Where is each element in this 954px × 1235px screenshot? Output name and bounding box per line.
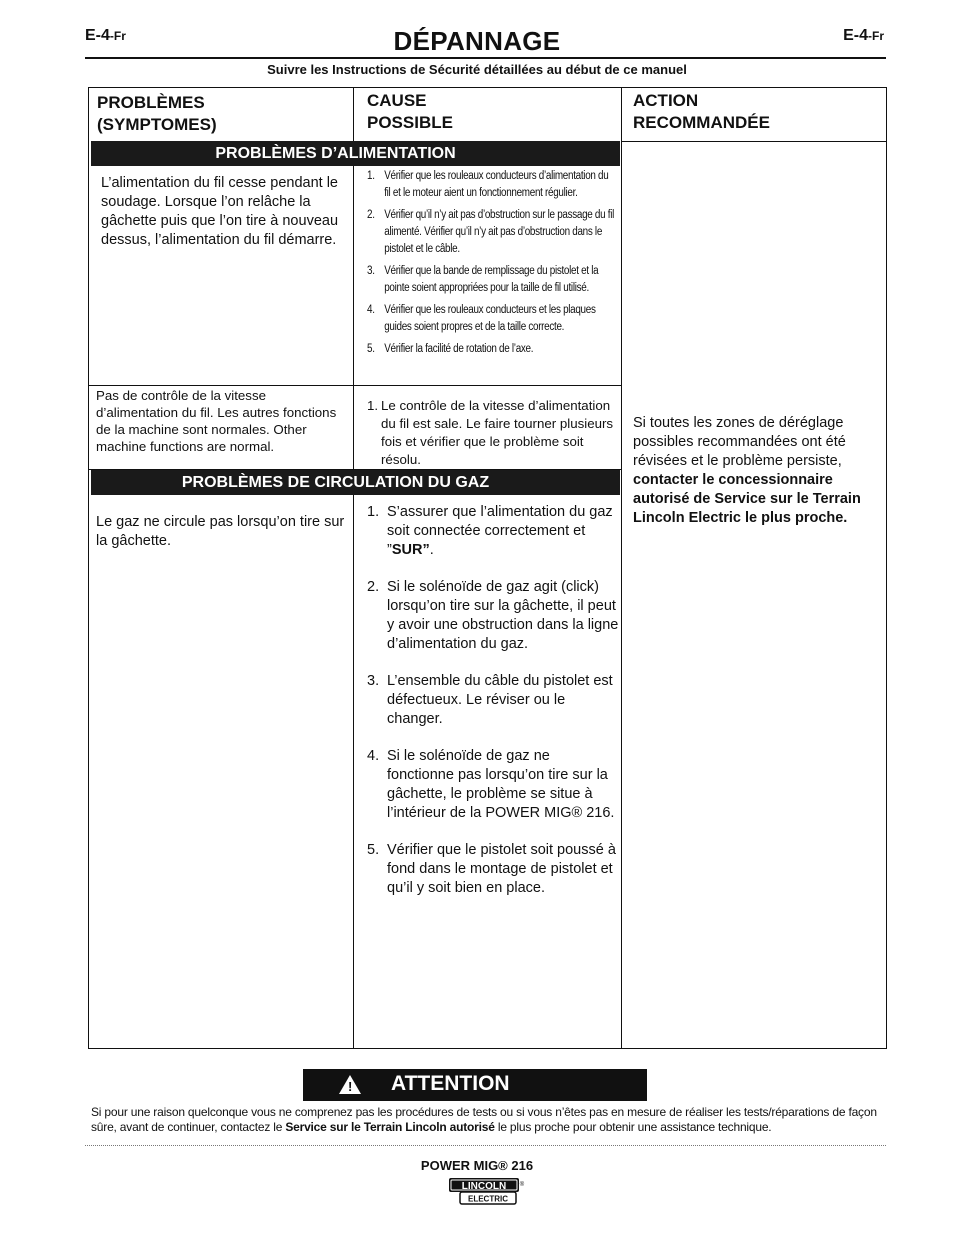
action-header-rule (622, 141, 886, 142)
symptom-no-gas: Le gaz ne circule pas lorsqu’on tire sur la gâchette. (96, 514, 345, 549)
list-item: 2. Si le solénoïde de gaz agit (click) lorsqu’on tire sur la gâchette, il peut y avoir une obstruction dans la ligne d’alimentation du gaz. (367, 579, 619, 652)
warning-icon: ! (339, 1075, 361, 1094)
logo-wordmark-bottom: ELECTRIC (468, 1194, 508, 1204)
list-item: 1. Vérifier que les rouleaux conducteurs d’alimentation du fil et le moteur aient un fonctionnement régulier. (367, 170, 609, 199)
logo-wordmark-top: LINCOLN (461, 1181, 507, 1192)
cause-list-speed-control (367, 397, 617, 469)
section-band-gas: PROBLÈMES DE CIRCULATION DU GAZ (91, 470, 620, 495)
footer-separator (85, 1145, 886, 1146)
attention-text: Si pour une raison quelconque vous ne comprenez pas les procédures de tests ou si vous n’êtes pas en mesure de réaliser les tests/réparations de façon sûre, avant de continuer, contactez le Service sur le Terrain Lincoln autorisé le plus proche pour obtenir une assistance technique. (91, 1105, 877, 1134)
page-title: DÉPANNAGE (393, 26, 561, 56)
safety-note: Suivre les Instructions de Sécurité détaillées au début de ce manuel (267, 62, 687, 77)
header-action: ACTION RECOMMANDÉE (633, 91, 770, 132)
list-item: 1. S’assurer que l’alimentation du gaz soit connectée correctement et ”SUR”. (367, 504, 613, 558)
header-cause: CAUSE POSSIBLE (367, 91, 453, 132)
recommended-action: Si toutes les zones de déréglage possibles recommandées ont été révisées et le problème persiste, contacter le concessionnaire autorisé de Service sur le Terrain Lincoln Electric le plus proche. (633, 415, 861, 526)
attention-label: ATTENTION (391, 1072, 510, 1095)
attention-banner (303, 1069, 647, 1101)
list-item: 2. Vérifier qu’il n’y ait pas d’obstruction sur le passage du fil alimenté. Vérifier qu’il n’y ait pas d’obstruction dans le pistolet et le câble. (367, 209, 615, 255)
symptom-no-speed-control: Pas de contrôle de la vitesse d’alimentation du fil. Les autres fonctions de la machine sont normales. Other machine functions are normal. (96, 388, 337, 454)
cause-list-gas (367, 503, 619, 916)
list-item: 3. L’ensemble du câble du pistolet est défectueux. Le réviser ou le changer. (367, 673, 613, 727)
symptom-wire-feed-stops: L’alimentation du fil cesse pendant le soudage. Lorsque l’on relâche la gâchette puis que l’on tire à nouveau dessus, l’alimentation du fil démarre. (101, 175, 339, 248)
page-code-left: E-4-Fr (85, 27, 126, 44)
list-item: 4. Vérifier que les rouleaux conducteurs et les plaques guides soient propres et de la taille correcte. (367, 304, 596, 333)
header-rule (85, 57, 886, 59)
list-item: 4. Si le solénoïde de gaz ne fonctionne pas lorsqu’on tire sur la gâchette, le problème se situe à l’intérieur de la POWER MIG® 216. (367, 748, 615, 821)
cause-list-wire-feed (367, 168, 657, 363)
lincoln-electric-logo (448, 1177, 526, 1205)
list-item: 3. Vérifier que la bande de remplissage du pistolet et la pointe soient appropriées pour la taille de fil utilisé. (367, 265, 599, 294)
list-item: 5. Vérifier que le pistolet soit poussé à fond dans le montage de pistolet et qu’il y soit bien en place. (367, 842, 616, 896)
list-item: 5. Vérifier la facilité de rotation de l’axe. (367, 343, 534, 355)
column-divider (353, 88, 354, 1048)
header-problems: PROBLÈMES (SYMPTOMES) (97, 93, 217, 134)
page-code-right: E-4-Fr (843, 27, 884, 44)
row-divider (89, 385, 621, 386)
section-band-feed: PROBLÈMES D’ALIMENTATION (91, 141, 620, 166)
troubleshooting-table (88, 87, 887, 1049)
product-name: POWER MIG® 216 (420, 1158, 534, 1173)
list-item: 1. Le contrôle de la vitesse d’alimentation du fil est sale. Le faire tourner plusieurs fois et vérifier que le problème soit résolu. (367, 398, 614, 467)
logo-registered-mark: ® (519, 1182, 525, 1188)
